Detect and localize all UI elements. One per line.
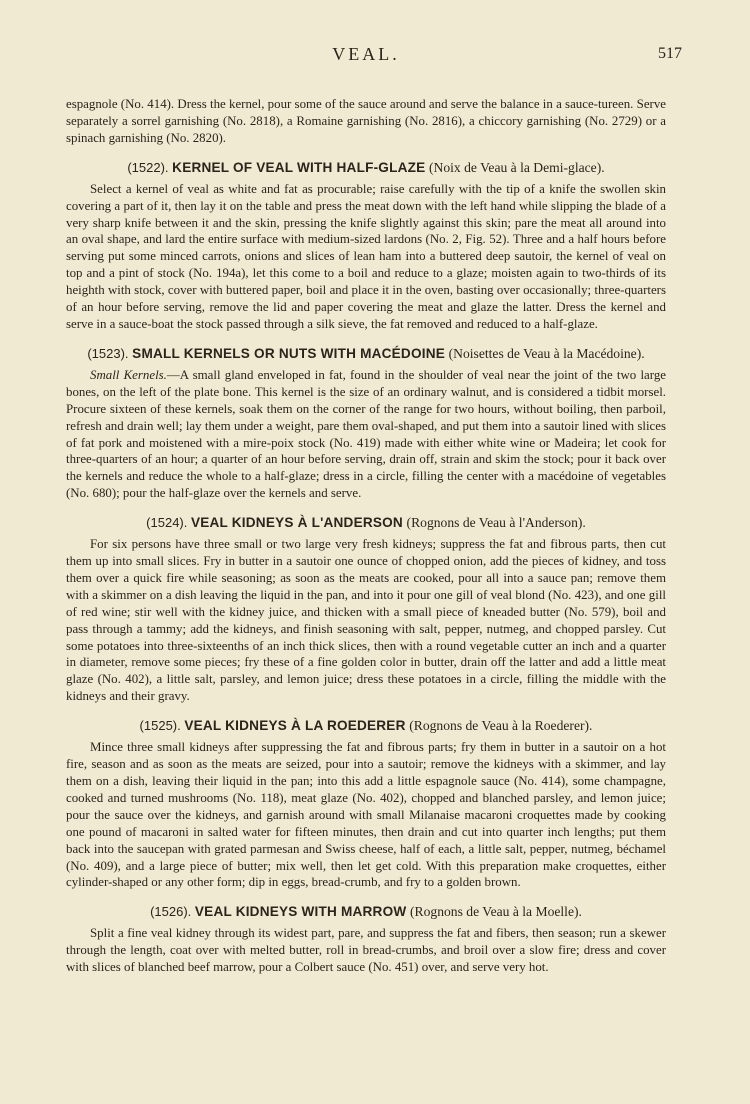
continuation-paragraph: espagnole (No. 414). Dress the kernel, pour some of the sauce around and serve the balance in a sauce-tureen. Serve separately a sorrel garnishing (No. 2818), a Romaine garnishing (No. 2816), a chiccory garnishing (No. 2729) or a spinach garnishing (No. 2820).	[66, 97, 666, 145]
recipe-body-text: Split a fine veal kidney through its widest part, pare, and suppress the fat and fibers, then season; run a skewer through the length, coat over with melted butter, roll in bread-crumbs, and broil over a slow fire; dress and cover with slices of blanched beef marrow, pour a Colbert sauce (No. 451) over, and serve very hot.	[66, 926, 666, 975]
recipe-number: (1526).	[150, 904, 192, 920]
recipe-title: VEAL KIDNEYS À L'ANDERSON	[191, 515, 403, 531]
recipe-title: VEAL KIDNEYS À LA ROEDERER	[184, 718, 406, 734]
recipe-body	[66, 367, 666, 502]
recipe-1526	[66, 903, 666, 976]
recipe-body-text: Select a kernel of veal as white and fat as procurable; raise carefully with the tip of a knife the swollen skin covering a part of it, then lay it on the table and press the meat down with the left hand while slipping the blade of a very sharp knife between it and the skin, pressing the knife slightly against this skin; pare the meat all around into an oval shape, and lard the entire surface with medium-sized lardons (No. 2, Fig. 52). Three and a half hours before serving put some minced carrots, onions and slices of lean ham into a buttered deep sautoir, the kernel of veal on top and a pint of stock (No. 194a), let this come to a boil and reduce to a glaze; moisten again to two-thirds of its heighth with stock, cover with buttered paper, boil and place it in the oven, basting over occasionally; three-quarters of an hour before serving, remove the lid and paper covering the meat and glaze the latter. Dress the kernel and serve in a sauce-boat the stock passed through a silk sieve, the fat removed and reduced to a half-glaze.	[66, 181, 666, 331]
recipe-1524	[66, 514, 666, 705]
recipe-french-title: (Noisettes de Veau à la Macédoine).	[448, 345, 645, 361]
recipe-french-title: (Noix de Veau à la Demi-glace).	[429, 159, 605, 175]
recipe-1525	[66, 717, 666, 891]
recipe-title: SMALL KERNELS OR NUTS WITH MACÉDOINE	[132, 345, 445, 361]
recipe-heading	[66, 159, 666, 177]
recipe-body	[66, 181, 666, 333]
running-title: VEAL.	[332, 44, 400, 64]
recipe-french-title: (Rognons de Veau à l'Anderson).	[406, 515, 586, 531]
recipe-number: (1523).	[87, 345, 129, 361]
recipe-body	[66, 739, 666, 891]
page-header	[66, 44, 682, 70]
recipe-heading	[66, 345, 666, 363]
recipe-body	[66, 925, 666, 976]
page-number: 517	[658, 45, 682, 62]
recipe-body-text: Mince three small kidneys after suppressing the fat and fibrous parts; fry them in butter in a sautoir on a hot fire, season and as soon as the meats are seized, pour into a sautoir; remove the kidneys with a skimmer, and lay them on a dish, leaving their liquid in the pan; into this add a little espagnole sauce (No. 414), some champagne, cooked and turned mushrooms (No. 118), meat glaze (No. 402), chopped and blanched parsley, and lemon juice; pour the sauce over the kidneys, and garnish around with small Milanaise macaroni croquettes made by cooking one pound of macaroni in salted water for fifteen minutes, then drain and cut into quarter inch lengths; put them back into the saucepan with grated parmesan and Swiss cheese, half of each, a little salt, pepper, nutmeg, béchamel (No. 409), and a large piece of butter; mix well, then let get cold. With this preparation make croquettes, either cylinder-shaped or any other form; dip in eggs, bread-crumb, and fry to a golden brown.	[66, 740, 666, 890]
recipe-title: VEAL KIDNEYS WITH MARROW	[194, 904, 407, 920]
recipe-number: (1522).	[127, 159, 169, 175]
recipe-1522	[66, 159, 666, 333]
recipe-number: (1525).	[139, 718, 181, 734]
recipe-title: KERNEL OF VEAL WITH HALF-GLAZE	[172, 159, 426, 175]
recipe-1523	[66, 345, 666, 502]
recipe-body-text: For six persons have three small or two large very fresh kidneys; suppress the fat and fibrous parts, then cut them up into small slices. Fry in butter in a sautoir one ounce of chopped onion, add the pieces of kidney, and toss them over a quick fire while seasoning; as soon as the meats are cooked, pour all into a sauce pan; remove them with a skimmer on a dish leaving the liquid in the pan, and into it pour one gill of veal blond (No. 423), and one gill of red wine; stir well with the kidney juice, and thicken with a small piece of kneaded butter (No. 579), boil and pass through a tammy; add the kidneys, and finish seasoning with salt, pepper, nutmeg, and chopped parsley. Cut some potatoes into three-sixteenths of an inch thick slices, then with a round vegetable cutter an inch and a quarter in diameter, remove some pieces; fry these of a fine golden color in butter, drain off the latter and add a little meat glaze (No. 402), a little salt, parsley, and lemon juice; dress these potatoes in a circle, filling the middle with the kidneys and their gravy.	[66, 537, 666, 704]
recipe-number: (1524).	[146, 515, 188, 531]
recipe-french-title: (Rognons de Veau à la Roederer).	[409, 718, 593, 734]
recipe-heading	[66, 514, 666, 532]
recipe-heading	[66, 717, 666, 735]
recipe-french-title: (Rognons de Veau à la Moelle).	[410, 904, 582, 920]
recipe-heading	[66, 903, 666, 921]
recipe-body	[66, 536, 666, 705]
recipe-lead-term: Small Kernels.	[90, 367, 167, 382]
recipe-body-text: —A small gland enveloped in fat, found in the shoulder of veal near the joint of the two large bones, on the left of the plate bone. This kernel is the size of an ordinary walnut, and is considered a tidbit morsel. Procure sixteen of these kernels, soak them on the corner of the range for two hours, without boiling, then parboil, refresh and drain well; lay them under a weight, pare them oval-shaped, and put them into a sautoir lined with slices of fat pork and moistened with a mire-poix stock (No. 419) made with either white wine or Madeira; let cook for three-quarters of an hour; a quarter of an hour before serving, drain off, strain and skim the stock; pour it back over the kernels and reduce the whole to a half-glaze; dress in a circle, filling the center with a macédoine of vegetables (No. 680); pour the half-glaze over the kernels and serve.	[66, 367, 666, 501]
